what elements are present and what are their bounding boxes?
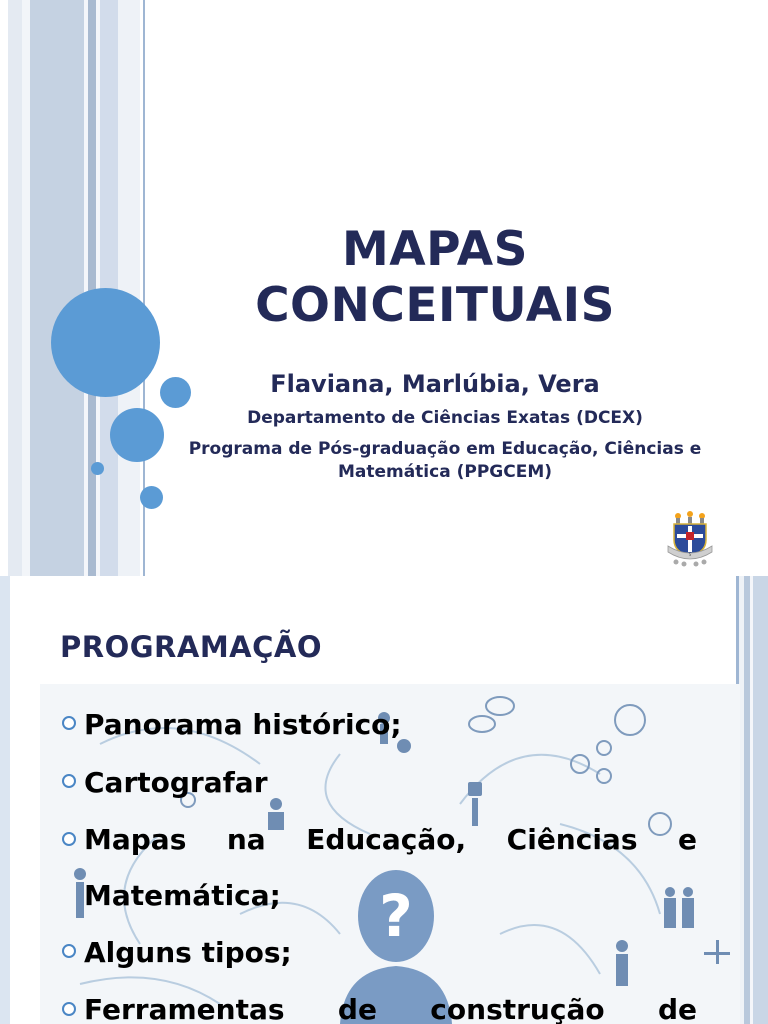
list-item bbox=[62, 754, 697, 812]
bullet-ring-icon bbox=[62, 832, 76, 846]
agenda-title: PROGRAMAÇÃO bbox=[60, 630, 322, 664]
decorative-circle-small-2 bbox=[140, 486, 163, 509]
program-line-2: Matemática (PPGCEM) bbox=[337, 462, 553, 482]
list-item bbox=[62, 696, 697, 754]
list-item-text: Alguns tipos; bbox=[84, 936, 292, 969]
slide-title bbox=[160, 222, 710, 334]
list-item bbox=[62, 812, 697, 924]
list-item-line-2: Matemática; bbox=[84, 879, 281, 912]
title-line-1: MAPAS bbox=[341, 222, 528, 277]
authors: Flaviana, Marlúbia, Vera bbox=[270, 370, 600, 398]
svg-text:S: S bbox=[688, 552, 692, 557]
agenda-slide bbox=[0, 576, 768, 1024]
list-item-line-1: Mapas na Educação, Ciências e bbox=[84, 823, 697, 856]
list-item-text bbox=[84, 812, 697, 924]
decorative-circle-large bbox=[51, 288, 160, 397]
program-line-1: Programa de Pós-graduação em Educação, Ciências e bbox=[188, 439, 702, 459]
left-edge-band bbox=[0, 576, 10, 1024]
title-line-2: CONCEITUAIS bbox=[255, 278, 615, 333]
list-item bbox=[62, 924, 697, 982]
decorative-stripes bbox=[0, 0, 150, 576]
program bbox=[150, 438, 740, 484]
decorative-circle-tiny bbox=[91, 462, 104, 475]
university-crest-icon bbox=[662, 508, 718, 568]
list-item bbox=[62, 982, 697, 1024]
list-item-text: Panorama histórico; bbox=[84, 708, 402, 741]
bullet-ring-icon bbox=[62, 716, 76, 730]
bullet-ring-icon bbox=[62, 1002, 76, 1016]
list-item-text: Cartografar bbox=[84, 766, 268, 799]
right-decorative-stripes bbox=[736, 576, 768, 1024]
bullet-ring-icon bbox=[62, 944, 76, 958]
svg-text:?: ? bbox=[379, 882, 413, 950]
agenda-list bbox=[62, 696, 697, 1024]
department: Departamento de Ciências Exatas (DCEX) bbox=[247, 408, 643, 428]
list-item-line-1: Ferramentas de construção de bbox=[84, 993, 697, 1024]
list-item-text bbox=[84, 982, 697, 1024]
bullet-ring-icon bbox=[62, 774, 76, 788]
